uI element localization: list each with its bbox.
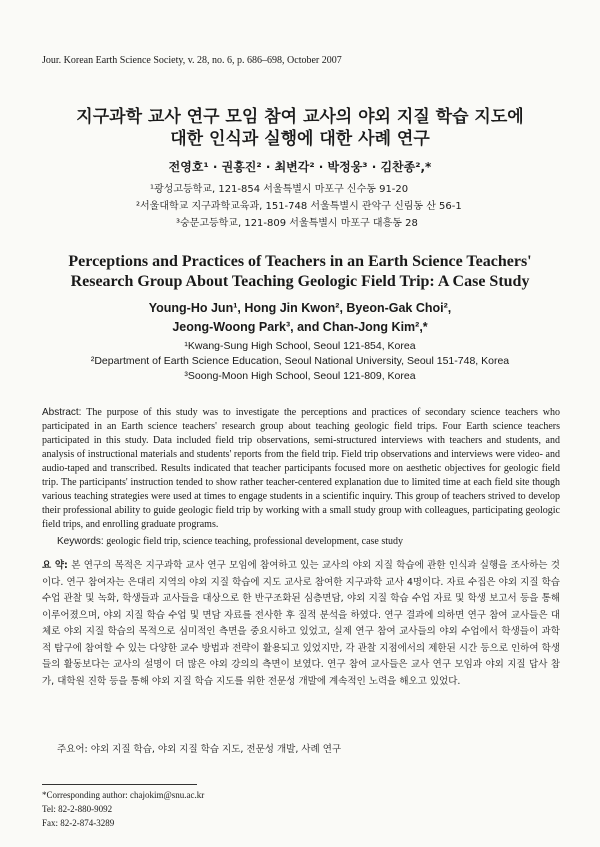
english-title-line-1: Perceptions and Practices of Teachers in an Earth Science Teachers' <box>68 253 532 270</box>
english-affiliation-2: ²Department of Earth Science Education, Seoul National University, Seoul 151-748, Korea <box>90 355 510 367</box>
fax: Fax: 82-2-874-3289 <box>42 818 115 828</box>
english-keywords <box>57 536 403 547</box>
korean-keywords-text: 야외 지질 학습, 야외 지질 학습 지도, 전문성 개발, 사례 연구 <box>90 744 342 755</box>
english-abstract <box>42 406 560 532</box>
footnote-divider <box>42 784 197 785</box>
corresponding-author: *Corresponding author: chajokim@snu.ac.kr <box>42 790 205 800</box>
abstract-text: The purpose of this study was to investigate the perceptions and practices of secondary science teachers who participated in an Earth science teachers' research group about teaching geologic field trips. Four Earth science teachers participated in this study. Data included field trip observations, semi-structured interviews with teachers and students, and analysis of instructional materials and students' reports from the field trip. Field trip observations and interviews were video- and audio-taped and transcribed. Results indicated that teacher participants focused more on aesthetic objectives for geologic field trip. The participants' instruction tended to show rather teacher-centered explanation due to limited time at each field site though various teaching strategies were used at times to engage students in a scientific inquiry. This group of teachers strived to develop their professional ability to guide geologic field trip by working with a small study group with colleagues, participating geologic field trips, and enrolling graduate programs. <box>42 407 560 530</box>
telephone: Tel: 82-2-880-9092 <box>42 804 113 814</box>
korean-abstract <box>42 558 560 690</box>
english-affiliation-3: ³Soong-Moon High School, Seoul 121-809, Korea <box>184 370 416 382</box>
korean-keywords <box>57 741 341 755</box>
korean-keywords-label: 주요어: <box>57 744 88 755</box>
keywords-text: geologic field trip, science teaching, professional development, case study <box>106 536 404 547</box>
korean-authors: 전영호¹ · 권홍진² · 최변각² · 박정웅³ · 김찬종²,* <box>168 160 432 174</box>
english-title-line-2: Research Group About Teaching Geologic Field Trip: A Case Study <box>70 273 530 290</box>
korean-abstract-text: 본 연구의 목적은 지구과학 교사 연구 모임에 참여하고 있는 교사의 야외 지질 학습에 관한 인식과 실행을 조사하는 것이다. 연구 참여자는 은대리 지역의 야외 지질 학습에 지도 교사로 참여한 지구과학 교사 4명이다. 자료 수집은 야외 지질 학습 수업 관찰 및 녹화, 학생들과 교사들을 대상으로 한 반구조화된 심층면담, 야외 지질 학습 수업 자료 및 학생 보고서 등을 통해 이루어졌으며, 야외 지질 학습 수업 및 면담 자료를 전사한 후 질적 분석을 하였다. 연구 결과에 의하면 연구 참여 교사들은 대체로 야외 지질 학습의 목적으로 심미적인 측면을 중요시하고 있었고, 실제 연구 참여 교사들의 야외 수업에서 학생들이 과학적 탐구에 참여할 수 있는 다양한 교수 방법과 전략이 활용되고 있었지만, 각 관찰 지점에서의 제한된 시간 등으로 인하여 학생들의 활동보다는 교사의 설명이 더 많은 야외 강의의 측면이 보였다. 연구 참여 교사들은 교사 연구 모임과 야외 지질 답사 참가, 대학원 진학 등을 통해 야외 지질 학습 지도를 위한 전문성 개발에 계속적인 노력을 해오고 있었다. <box>42 560 560 687</box>
korean-title-line-1: 지구과학 교사 연구 모임 참여 교사의 야외 지질 학습 지도에 <box>76 107 524 127</box>
korean-affiliation-3: ³숭문고등학교, 121-809 서울특별시 마포구 대흥동 28 <box>176 218 418 229</box>
english-authors-line-2: Jeong-Woong Park³, and Chan-Jong Kim²,* <box>172 320 428 334</box>
english-affiliation-1: ¹Kwang-Sung High School, Seoul 121-854, Korea <box>184 340 416 352</box>
korean-title-line-2: 대한 인식과 실행에 대한 사례 연구 <box>170 129 430 149</box>
english-authors-line-1: Young-Ho Jun¹, Hong Jin Kwon², Byeon-Gak Choi², <box>148 301 452 315</box>
korean-affiliation-2: ²서울대학교 지구과학교육과, 151-748 서울특별시 관악구 신림동 산 56-1 <box>136 201 462 212</box>
korean-abstract-label: 요 약: <box>42 560 68 571</box>
korean-affiliation-1: ¹광성고등학교, 121-854 서울특별시 마포구 신수동 91-20 <box>150 184 409 195</box>
abstract-label: Abstract: <box>42 407 82 418</box>
keywords-label: Keywords: <box>57 536 104 547</box>
journal-citation: Jour. Korean Earth Science Society, v. 28, no. 6, p. 686–698, October 2007 <box>42 55 342 66</box>
